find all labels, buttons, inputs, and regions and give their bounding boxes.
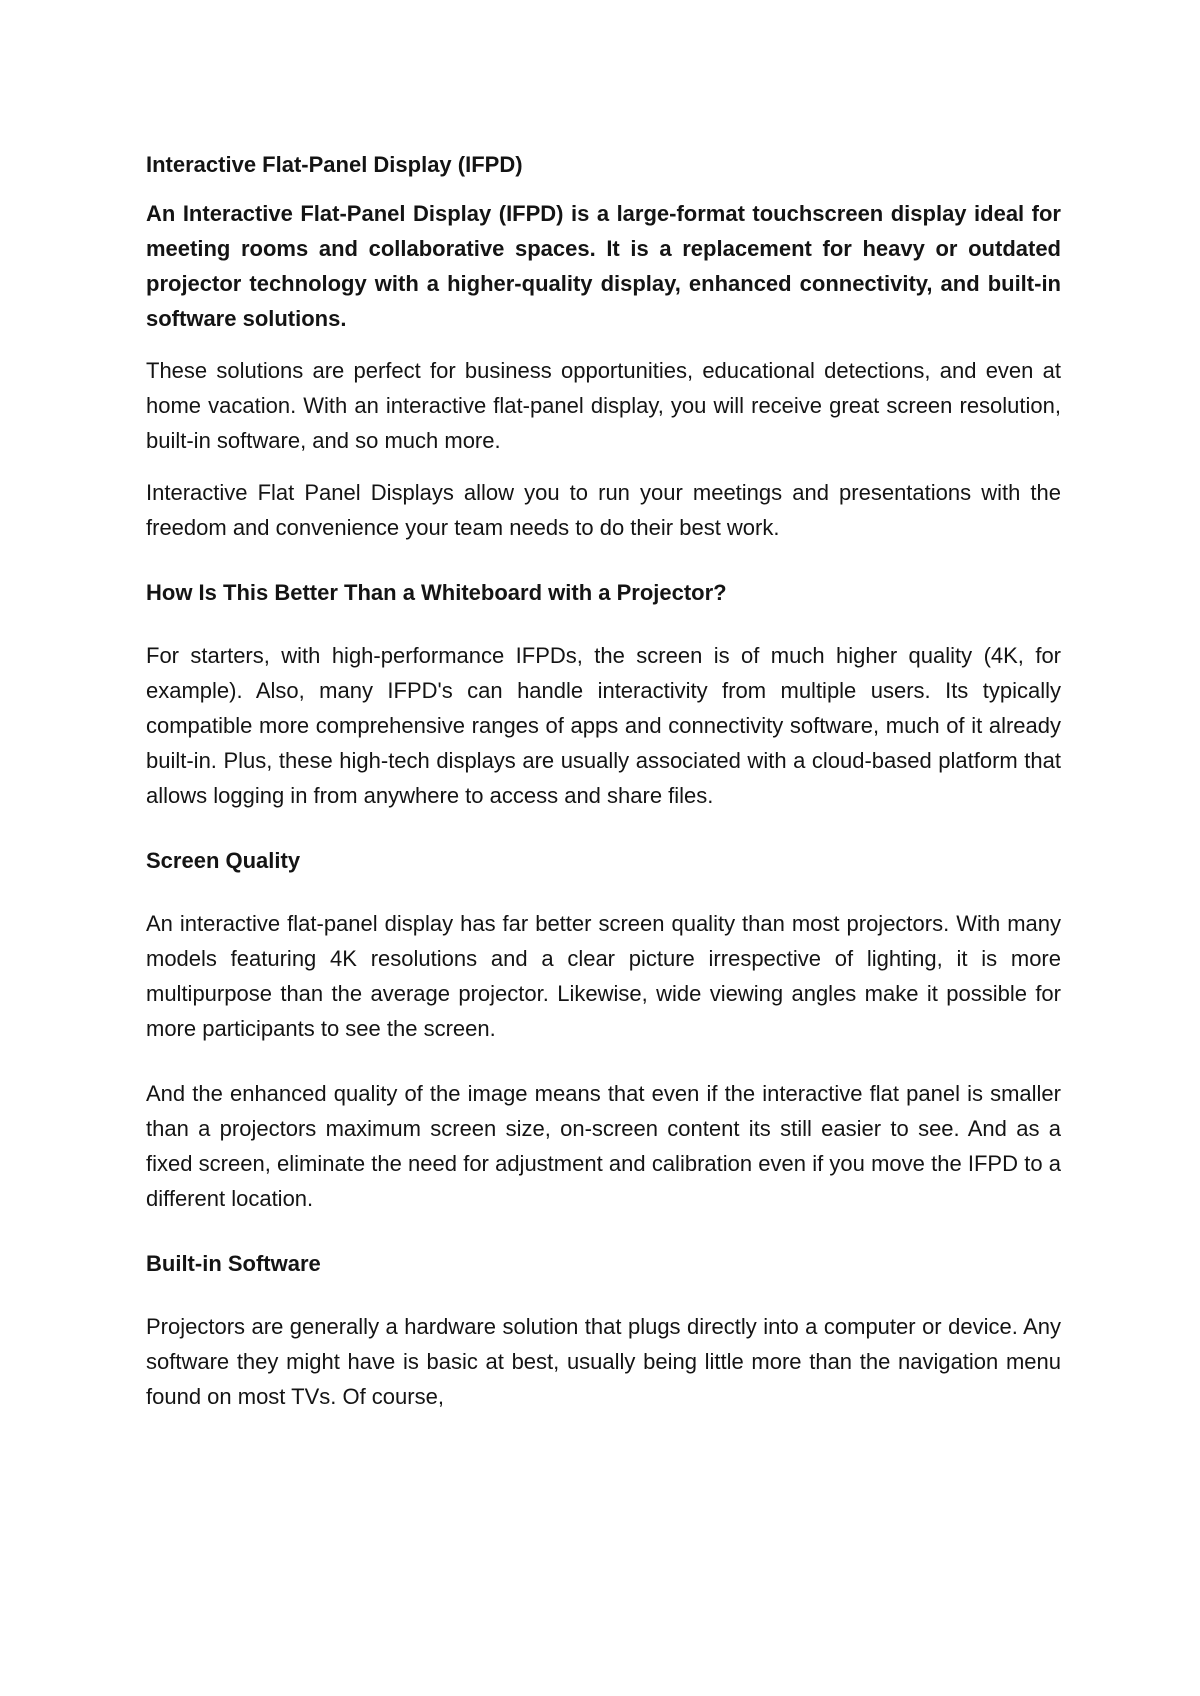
paragraph-image-quality: And the enhanced quality of the image means that even if the interactive flat panel is smaller than a projectors maximum screen size, on-screen content its still easier to see. And as a fixed screen, eliminate the need for adjustment and calibration even if you move the IFPD to a different location. [146,1081,1061,1211]
intro-paragraph: An Interactive Flat-Panel Display (IFPD) is a large-format touchscreen display ideal for meeting rooms and collaborative spaces. It is a replacement for heavy or outdated projector technology with a higher-quality display, enhanced connectivity, and built-in software solutions. [146,201,1061,331]
paragraph-solutions: These solutions are perfect for business opportunities, educational detections, and even at home vacation. With an interactive flat-panel display, you will receive great screen resolution, built-in software, and so much more. [146,358,1061,453]
paragraph-screen-quality: An interactive flat-panel display has far better screen quality than most projectors. With many models featuring 4K resolutions and a clear picture irrespective of lighting, it is more multipurpose than the average projector. Likewise, wide viewing angles make it possible for more participants to see the screen. [146,911,1061,1041]
paragraph-starters: For starters, with high-performance IFPDs, the screen is of much higher quality (4K, for example). Also, many IFPD's can handle interactivity from multiple users. Its typically compatible more comprehensive ranges of apps and connectivity software, much of it already built-in. Plus, these high-tech displays are usually associated with a cloud-based platform that allows logging in from anywhere to access and share files. [146,643,1061,808]
section-heading-whiteboard: How Is This Better Than a Whiteboard with a Projector? [146,580,727,605]
document-body [146,147,1061,1431]
section-heading-screen-quality: Screen Quality [146,848,301,873]
document-title: Interactive Flat-Panel Display (IFPD) [146,152,523,177]
section-heading-built-in-software: Built-in Software [146,1251,321,1276]
paragraph-meetings: Interactive Flat Panel Displays allow you to run your meetings and presentations with the freedom and convenience your team needs to do their best work. [146,480,1061,540]
paragraph-projectors: Projectors are generally a hardware solution that plugs directly into a computer or device. Any software they might have is basic at best, usually being little more than the navigation menu found on most TVs. Of course, [146,1314,1061,1409]
